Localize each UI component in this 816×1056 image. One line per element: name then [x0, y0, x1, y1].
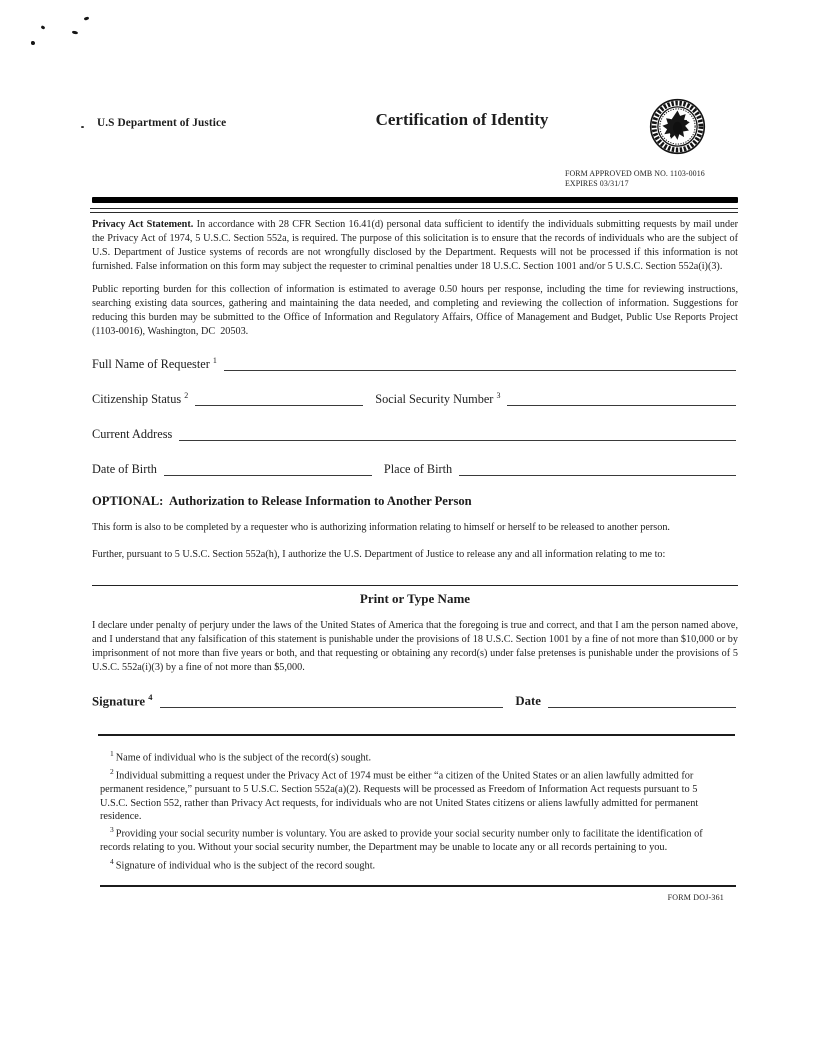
signature-input-line[interactable]	[160, 693, 504, 708]
form-number: FORM DOJ-361	[667, 893, 724, 903]
full-name-input-line[interactable]	[224, 356, 736, 371]
form-body	[92, 218, 738, 902]
footnote-ref-4: 4	[148, 692, 153, 703]
signature-label: Signature $^4$	[92, 692, 153, 709]
place-of-birth-label: Place of Birth	[383, 462, 453, 477]
footnotes-section	[92, 747, 738, 872]
reporting-burden-paragraph: Public reporting burden for this collection of information is estimated to average 0.50 hours per response, including the time for reviewing instructions, searching existing data sources, gathering and maintaining the data needed, and completing and reviewing the collection of information. Suggestions for reducing this burden may be submitted to the Office of Information and Regulatory Affairs, Office of Management and Budget, Public Use Reports Project (1103-0016), Washington, DC 20503.	[92, 284, 738, 337]
footer-rule	[100, 885, 736, 887]
agency-name: U.S Department of Justice	[97, 117, 227, 129]
date-of-birth-label: Date of Birth	[92, 462, 157, 477]
omb-approval-note	[565, 169, 705, 188]
citizenship-ssn-row	[92, 391, 738, 407]
scan-speck	[84, 16, 90, 21]
footnote-1: $^1$ Name of individual who is the subject of the record(s) sought.	[110, 749, 372, 764]
print-name-heading: Print or Type Name	[359, 591, 471, 607]
doj-seal-icon	[649, 98, 706, 155]
date-of-birth-input-line[interactable]	[164, 461, 372, 476]
birth-row	[92, 461, 738, 477]
footnote-2: $^2$ Individual submitting a request under the Privacy Act of 1974 must be either “a citizen of the United States or an alien lawfully admitted for permanent residence,” pursuant to 5 U.S.C. Section 552a(a)(2). Requests will be processed as Freedom of Information Act requests pursuant to 5 U.S.C. Section 552, rather than Privacy Act requests, for individuals who are not United States citizens or aliens lawfully admitted for permanent residence.	[100, 767, 699, 822]
privacy-act-lead: Privacy Act Statement.	[92, 219, 194, 230]
omb-number: FORM APPROVED OMB NO. 1103-0016	[565, 169, 705, 178]
full-name-label: Full Name of Requester $^1$	[92, 356, 217, 372]
footnote-ref-1: 1	[212, 356, 217, 365]
date-label: Date	[515, 694, 541, 709]
privacy-act-body: In accordance with 28 CFR Section 16.41(d) personal data sufficient to identify the individuals submitting requests by mail under the Privacy Act of 1974, 5 U.S.C. Section 552a, is required. The purpose of this solicitation is to ensure that the records of individuals who are the subject of U.S. Department of Justice systems of records are not wrongfully disclosed by the Department. Requests will not be processed if this information is not furnished. False information on this form may subject the requester to criminal penalties under 18 U.S.C. Section 1001 and/or 5 U.S.C. Section 552a(i)(3).	[92, 219, 738, 272]
date-input-line[interactable]	[548, 693, 736, 708]
footnote-ref-3: 3	[496, 391, 501, 401]
place-of-birth-input-line[interactable]	[459, 461, 736, 476]
footnote-3: $^3$ Providing your social security number is voluntary. You are asked to provide your social security number only to facilitate the identification of records relating to you. Without your social security number, the Department may be unable to locate any or all records pertaining to you.	[100, 825, 703, 854]
current-address-row	[92, 426, 738, 442]
citizenship-status-input-line[interactable]	[195, 391, 363, 406]
page-title: Certification of Identity	[375, 110, 549, 129]
header-rule-double	[90, 208, 738, 213]
current-address-label: Current Address	[92, 427, 173, 442]
optional-section-heading: OPTIONAL: Authorization to Release Information to Another Person	[92, 494, 472, 509]
citizenship-status-label: Citizenship Status $^2$	[92, 391, 189, 407]
full-name-row	[92, 356, 738, 372]
perjury-declaration-paragraph: I declare under penalty of perjury under the laws of the United States of America that the foregoing is true and correct, and that I am the person named above, and I understand that any falsification of this statement is punishable under the provisions of 18 U.S.C. Section 1001 by a fine of not more than $10,000 or by imprisonment of not more than five years or both, and that requesting or obtaining any record(s) under false pretenses is punishable under the provisions of 5 U.S.C. 552a(i)(3) by a fine of not more than $5,000.	[92, 620, 738, 674]
omb-expiration: EXPIRES 03/31/17	[565, 178, 629, 188]
footnotes-separator-rule	[98, 734, 735, 736]
ssn-label: Social Security Number $^3$	[375, 391, 501, 407]
print-name-input-line[interactable]	[92, 585, 738, 586]
scan-speck	[72, 31, 78, 35]
privacy-act-statement	[92, 218, 738, 274]
scan-speck	[41, 25, 46, 30]
scan-speck	[31, 41, 35, 45]
current-address-input-line[interactable]	[179, 426, 736, 441]
header-rule-thick	[92, 197, 738, 203]
ssn-input-line[interactable]	[507, 391, 736, 406]
optional-intro-paragraph: This form is also to be completed by a requester who is authorizing information relating to himself or herself to be released to another person.	[92, 522, 670, 534]
footnote-ref-2: 2	[184, 391, 189, 401]
footnote-4: $^4$ Signature of individual who is the subject of the record sought.	[110, 856, 376, 871]
signature-row	[92, 692, 738, 709]
authorization-paragraph: Further, pursuant to 5 U.S.C. Section 552a(h), I authorize the U.S. Department of Justice to release any and all information relating to me to:	[92, 549, 666, 561]
